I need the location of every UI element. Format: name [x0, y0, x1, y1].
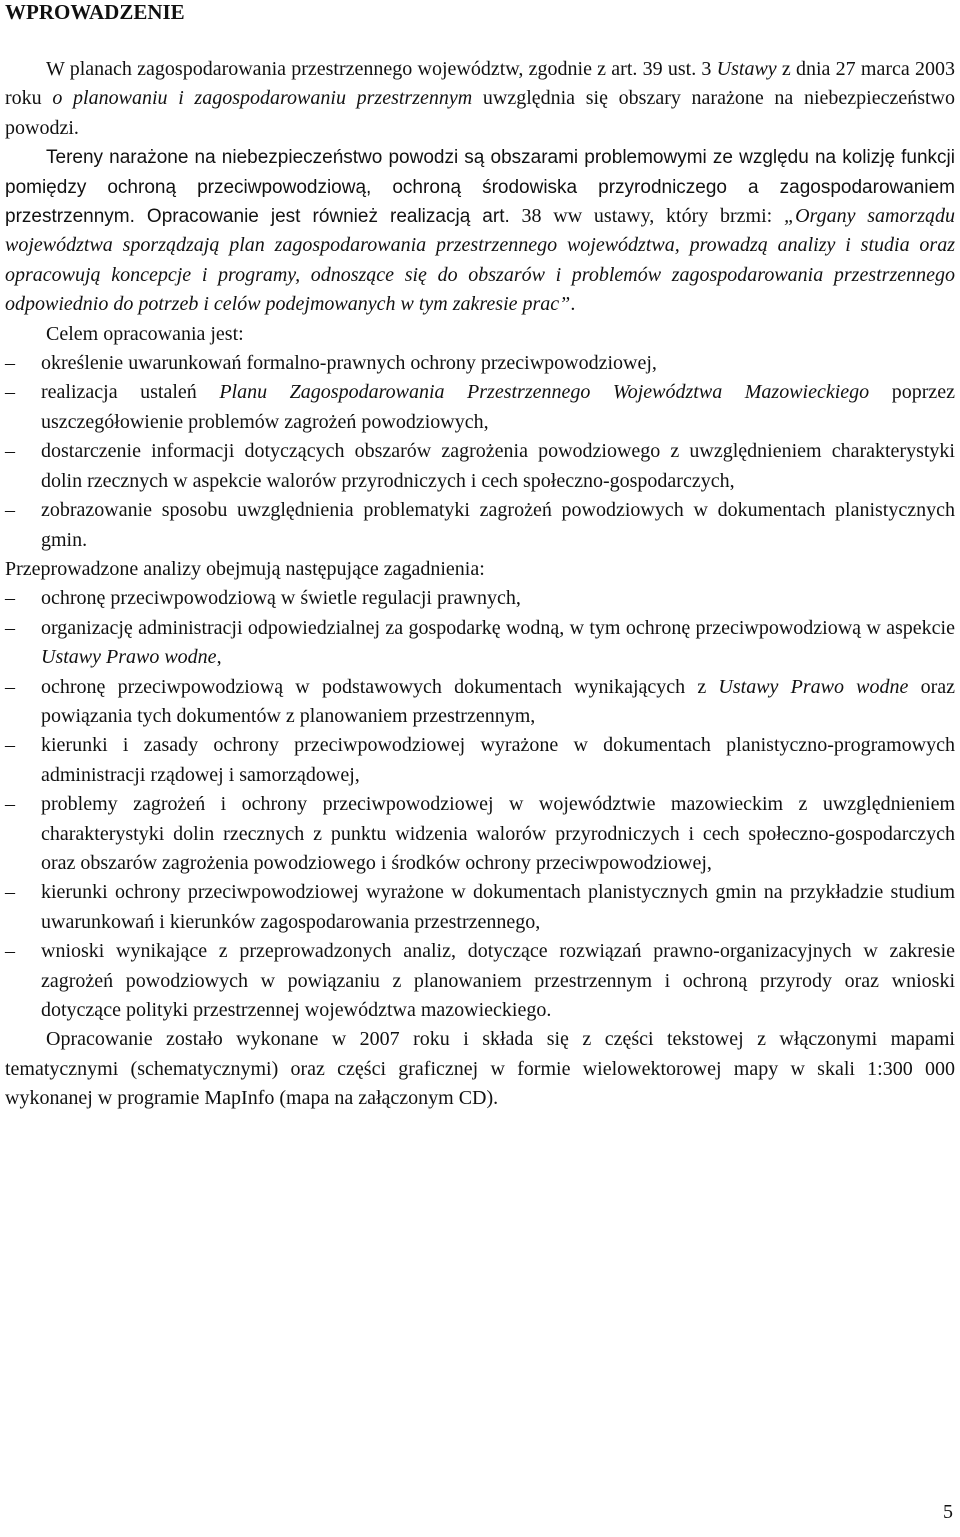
list-item-text: , — [216, 646, 222, 669]
dash-bullet: – — [5, 940, 15, 963]
intro-text-2: z dnia 27 marca 2003 roku — [5, 58, 955, 110]
problem-text-sans: Tereny narażone na niebezpieczeństwo powodzi są obszarami problemowymi ze względu na kolizję funkcji pomiędzy ochroną przeciwpowodziową, ochroną środowiska przyrodniczego a zagospodarowaniem przestrzennym. Opracowanie jest również realizacją art. — [5, 147, 955, 228]
intro-text-law-word: Ustawy — [716, 58, 777, 80]
problem-text-quote: „Organy samorządu województwa sporządzają plan zagospodarowania przestrzennego województwa, prowadzą analizy i studia oraz opracowują koncepcje i programy, odnoszące się do obszarów i problemów zagospodarowania przestrzennego odpowiednio do potrzeb i celów podejmowanych w tym zakresie prac” — [5, 205, 956, 316]
list-item-text: poprzez uszczegółowienie problemów zagrożeń powodziowych, — [41, 381, 955, 433]
list-item — [5, 378, 955, 437]
list-item — [5, 673, 955, 732]
list-item-text: oraz powiązania tych dokumentów z planowaniem przestrzennym, — [41, 675, 956, 727]
goals-intro: Celem opracowania jest: — [46, 322, 244, 345]
list-item — [5, 496, 955, 555]
problem-text-end: . — [570, 293, 576, 316]
dash-bullet: – — [5, 440, 15, 463]
list-item — [5, 437, 955, 496]
problem-paragraph — [5, 143, 955, 319]
section-heading: WPROWADZENIE — [5, 0, 185, 24]
intro-text-law-title: o planowaniu i zagospodarowaniu przestrzennym — [52, 87, 473, 110]
list-item — [5, 790, 955, 878]
list-item-law-title: Ustawy Prawo wodne — [41, 646, 217, 669]
list-item-text: organizację administracji odpowiedzialnej za gospodarkę wodną, w tym ochronę przeciwpowodziową w aspekcie — [41, 616, 955, 639]
list-item — [5, 584, 955, 613]
dash-bullet: – — [5, 352, 15, 375]
dash-bullet: – — [5, 616, 15, 639]
list-item — [5, 731, 955, 790]
dash-bullet: – — [5, 734, 15, 757]
problem-text-article: 38 ww ustawy, który brzmi: — [509, 205, 784, 228]
list-item-text: zobrazowanie sposobu uwzględnienia problematyki zagrożeń powodziowych w dokumentach planistycznych gmin. — [41, 499, 955, 551]
list-item-plan-title: Planu Zagospodarowania Przestrzennego Województwa Mazowieckiego — [219, 381, 870, 404]
intro-text-1: W planach zagospodarowania przestrzennego województw, zgodnie z art. 39 ust. 3 — [46, 58, 717, 80]
analyses-intro: Przeprowadzone analizy obejmują następujące zagadnienia: — [5, 557, 485, 580]
list-item — [5, 878, 955, 937]
analyses-list — [5, 584, 955, 1025]
list-item — [5, 349, 955, 378]
list-item-law-title: Ustawy Prawo wodne — [718, 675, 909, 698]
list-item-text: kierunki i zasady ochrony przeciwpowodziowej wyrażone w dokumentach planistyczno-programowych administracji rządowej i samorządowej, — [41, 734, 955, 786]
dash-bullet: – — [5, 675, 15, 698]
list-item-text: wnioski wynikające z przeprowadzonych analiz, dotyczące rozwiązań prawno-organizacyjnych w zakresie zagrożeń powodziowych w powiązaniu z planowaniem przestrzennym i ochroną przyrody oraz wnioski dotyczące polityki przestrzennej województwa mazowieckiego. — [41, 940, 955, 1021]
list-item-text: dostarczenie informacji dotyczących obszarów zagrożenia powodziowego z uwzględnieniem charakterystyki dolin rzecznych w aspekcie walorów przyrodniczych i cech społeczno-gospodarczych, — [41, 440, 955, 492]
dash-bullet: – — [5, 881, 15, 904]
list-item — [5, 614, 955, 673]
list-item-text: realizacja ustaleń — [41, 381, 220, 404]
list-item-text: ochronę przeciwpowodziową w świetle regulacji prawnych, — [41, 587, 521, 610]
page-number: 5 — [943, 1501, 953, 1523]
list-item-text: określenie uwarunkowań formalno-prawnych ochrony przeciwpowodziowej, — [41, 352, 657, 375]
closing-paragraph: Opracowanie zostało wykonane w 2007 roku i składa się z części tekstowej z włączonymi mapami tematycznymi (schematycznymi) oraz części graficznej w formie wielowektorowej mapy w skali 1:300 000 wykonanej w programie MapInfo (mapa na załączonym CD). — [5, 1028, 955, 1110]
list-item — [5, 937, 955, 1025]
list-item-text: ochronę przeciwpowodziową w podstawowych dokumentach wynikających z — [41, 675, 719, 698]
intro-text-3: uwzględnia się obszary narażone na niebezpieczeństwo powodzi. — [5, 87, 956, 139]
list-item-text: problemy zagrożeń i ochrony przeciwpowodziowej w województwie mazowieckim z uwzględnieniem charakterystyki dolin rzecznych z punktu widzenia walorów przyrodniczych i cech społeczno-gospodarczych oraz obszarów zagrożenia powodziowego i środków ochrony przeciwpowodziowej, — [41, 793, 955, 874]
dash-bullet: – — [5, 793, 15, 816]
list-item-text: kierunki ochrony przeciwpowodziowej wyrażone w dokumentach planistycznych gmin na przykładzie studium uwarunkowań i kierunków zagospodarowania przestrzennego, — [41, 881, 955, 933]
dash-bullet: – — [5, 499, 15, 522]
document-page — [5, 0, 955, 1114]
dash-bullet: – — [5, 381, 15, 404]
goals-list — [5, 349, 955, 555]
dash-bullet: – — [5, 587, 15, 610]
intro-paragraph — [5, 55, 955, 143]
